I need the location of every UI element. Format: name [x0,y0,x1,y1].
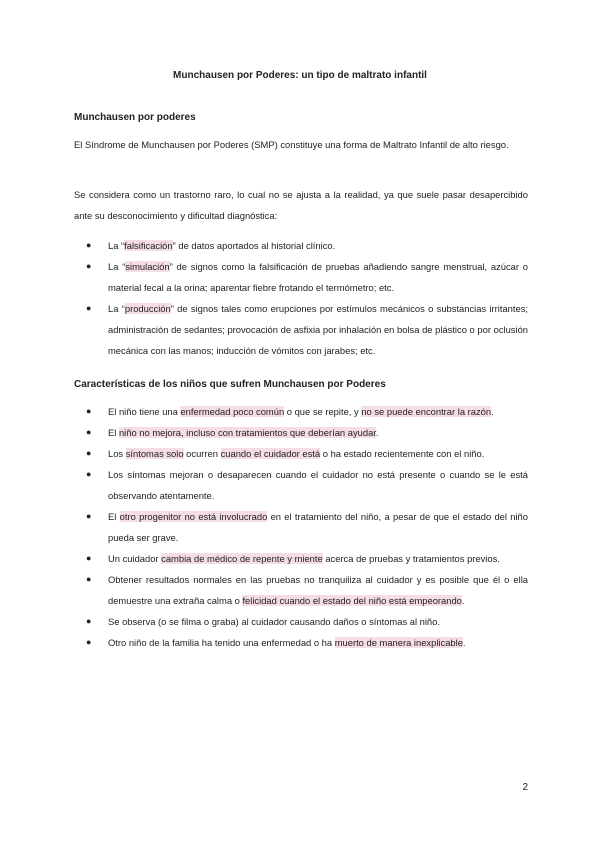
list-item [74,506,528,548]
list-item [74,464,528,506]
text-span: ” de signos tales como erupciones por estímulos mecánicos o substancias irritantes; administración de sedantes; provocación de asfixia por inhalación en bolsa de plástico o por oclusión mecánica con las manos; inducción de vómitos con jarabes; etc. [108,303,528,356]
highlight: muerto de manera inexplicable [334,637,463,648]
document-title: Munchausen por Poderes: un tipo de maltrato infantil [173,70,427,81]
text-span: o ha estado recientemente con el niño. [320,448,485,459]
bullet-icon: ● [86,427,92,437]
list-item [74,548,528,569]
text-span: El niño tiene una [108,406,181,417]
text-span: La “ [108,240,125,251]
list-item [74,298,528,361]
bullet-icon: ● [86,616,92,626]
bullet-icon: ● [86,469,92,479]
list-item [74,569,528,611]
characteristics-list [74,401,528,653]
list-item [74,611,528,632]
bullet-icon: ● [86,448,92,458]
text-span: El [108,427,119,438]
text-span: Los [108,448,126,459]
highlight: simulación [125,261,170,272]
paragraph-intro: El Síndrome de Munchausen por Poderes (SMP) constituye una forma de Maltrato Infantil de alto riesgo. [74,139,509,150]
signs-list [74,235,528,361]
text-span: . [491,406,494,417]
text-span: El [108,511,120,522]
section-heading-munchausen: Munchausen por poderes [74,112,196,123]
bullet-icon: ● [86,574,92,584]
text-span: La “ [108,303,125,314]
text-span: . [462,637,466,648]
bullet-icon: ● [86,406,92,416]
highlight: cuando el cuidador está [220,448,321,459]
bullet-icon: ● [86,553,92,563]
text-span: Un cuidador [108,553,162,564]
text-span: ocurren [183,448,221,459]
section-heading-characteristics: Características de los niños que sufren Munchausen por Poderes [74,379,386,390]
text-span: Se observa (o se filma o graba) al cuidador causando daños o síntomas al niño. [108,616,440,627]
text-span: en el tratamiento del niño, a pesar de que el estado del niño pueda ser grave. [108,511,528,543]
highlight: síntomas solo [125,448,184,459]
list-item [74,235,528,256]
bullet-icon: ● [86,637,92,647]
bullet-icon: ● [86,303,92,313]
text-span: Otro niño de la familia ha tenido una enfermedad o ha [108,637,335,648]
text-span: Los síntomas mejoran o desaparecen cuando el cuidador no está presente o cuando se le está observando atentamente. [108,469,528,501]
highlight: falsificación [124,240,173,251]
text-span: ” de signos como la falsificación de pruebas añadiendo sangre menstrual, azúcar o material fecal a la orina; aparentar fiebre frotando el termómetro; etc. [108,261,529,293]
page-number: 2 [522,782,528,793]
list-item [74,422,528,443]
highlight: no se puede encontrar la razón [361,406,492,417]
bullet-icon: ● [86,261,92,271]
text-span: Obtener resultados normales en las pruebas no tranquiliza al cuidador y es posible que él o ella demuestre una extraña calma o [108,574,528,606]
list-item [74,256,528,298]
highlight: niño no mejora, incluso con tratamientos que deberían ayudar [118,427,376,438]
text-span: La “ [108,261,126,272]
bullet-icon: ● [86,240,92,250]
text-span: acerca de pruebas y tratamientos previos. [322,553,500,564]
paragraph-description: Se considera como un trastorno raro, lo cual no se ajusta a la realidad, ya que suele pasar desapercibido ante su desconocimiento y dificultad diagnóstica: [74,189,528,221]
bullet-icon: ● [86,511,92,521]
highlight: producción [124,303,171,314]
text-span: . [375,427,379,438]
highlight: felicidad cuando el estado del niño está empeorando [242,595,462,606]
text-span: ” de datos aportados al historial clínico. [172,240,336,251]
highlight: enfermedad poco común [180,406,285,417]
text-span: . [461,595,465,606]
text-span: o que se repite, y [284,406,362,417]
highlight: otro progenitor no está involucrado [119,511,268,522]
list-item [74,443,528,464]
list-item [74,401,528,422]
list-item [74,632,528,653]
highlight: cambia de médico de repente y miente [161,553,323,564]
